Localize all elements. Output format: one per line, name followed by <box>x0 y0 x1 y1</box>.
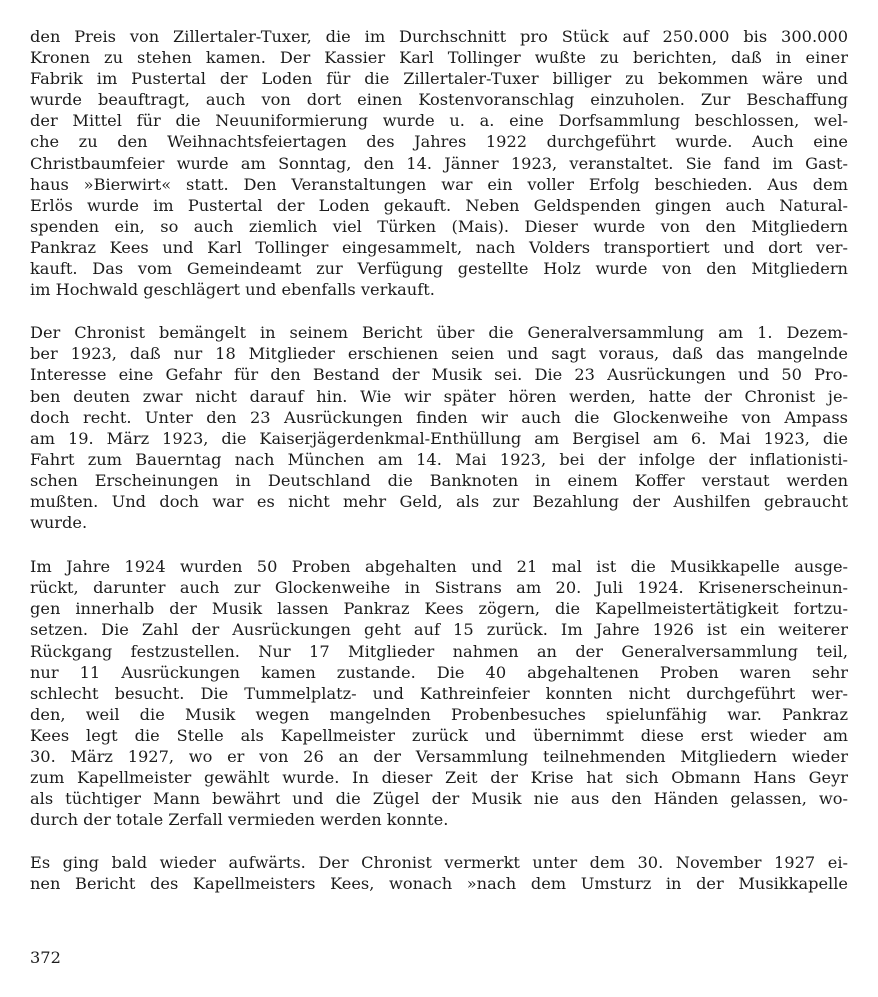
text-line: den Preis von Zillertaler-Tuxer, die im Durchschnitt pro Stück auf 250.000 bis 300.000 <box>30 27 848 46</box>
text-line: der Mittel für die Neuuniformierung wurde u. a. eine Dorfsammlung beschlossen, wel- <box>30 111 848 131</box>
text-line: Es ging bald wieder aufwärts. Der Chronist vermerkt unter dem 30. November 1927 ei- <box>30 853 848 873</box>
text-line: setzen. Die Zahl der Ausrückungen geht auf 15 zurück. Im Jahre 1926 ist ein weiterer <box>30 620 848 640</box>
text-line: 30. März 1927, wo er von 26 an der Versammlung teilnehmenden Mitgliedern wieder <box>30 747 848 766</box>
page-body <box>30 26 848 895</box>
paragraph-4 <box>30 852 848 894</box>
text-line: Pankraz Kees und Karl Tollinger eingesammelt, nach Volders transportiert und dort ver- <box>30 237 848 257</box>
page-number: 372 <box>30 948 61 967</box>
text-line: Im Jahre 1924 wurden 50 Proben abgehalten und 21 mal ist die Musikkapelle ausge- <box>30 557 848 577</box>
text-line: Interesse eine Gefahr für den Bestand der Musik sei. Die 23 Ausrückungen und 50 Pro- <box>30 365 848 385</box>
text-line: doch recht. Unter den 23 Ausrückungen finden wir auch die Glockenweihe von Ampass <box>30 407 848 427</box>
text-line: che zu den Weihnachtsfeiertagen des Jahres 1922 durchgeführt wurde. Auch eine <box>30 132 848 152</box>
text-line: mußten. Und doch war es nicht mehr Geld, als zur Bezahlung der Aushilfen gebraucht <box>30 491 848 511</box>
text-line: Fahrt zum Bauerntag nach München am 14. Mai 1923, bei der infolge der inflationisti- <box>30 449 848 469</box>
text-line: nur 11 Ausrückungen kamen zustande. Die 40 abgehaltenen Proben waren sehr <box>30 662 848 682</box>
text-line: als tüchtiger Mann bewährt und die Zügel der Musik nie aus den Händen gelassen, wo- <box>30 789 848 809</box>
text-line: den, weil die Musik wegen mangelnden Probenbesuches spielunfähig war. Pankraz <box>30 704 848 724</box>
text-line: kauft. Das vom Gemeindeamt zur Verfügung gestellte Holz wurde von den Mitgliedern <box>30 259 848 279</box>
text-line: Kronen zu stehen kamen. Der Kassier Karl Tollinger wußte zu berichten, daß in einer <box>30 48 848 68</box>
text-line: ben deuten zwar nicht darauf hin. Wie wir später hören werden, hatte der Chronist je- <box>30 386 848 406</box>
text-line: Christbaumfeier wurde am Sonntag, den 14. Jänner 1923, veranstaltet. Sie fand im Gast- <box>30 153 848 173</box>
text-line: Rückgang festzustellen. Nur 17 Mitglieder nahmen an der Generalversammlung teil, <box>30 641 848 661</box>
paragraph-2 <box>30 322 848 533</box>
text-line: spenden ein, so auch ziemlich viel Türken (Mais). Dieser wurde von den Mitgliedern <box>30 216 848 236</box>
text-line: zum Kapellmeister gewählt wurde. In dieser Zeit der Krise hat sich Obmann Hans Geyr <box>30 768 848 788</box>
paragraph-3 <box>30 556 848 830</box>
text-line: ber 1923, daß nur 18 Mitglieder erschienen seien und sagt voraus, daß das mangelnde <box>30 344 848 364</box>
text-line: nen Bericht des Kapellmeisters Kees, wonach »nach dem Umsturz in der Musikkapelle <box>30 874 848 894</box>
text-line: Der Chronist bemängelt in seinem Bericht über die Generalversammlung am 1. Dezem- <box>30 323 848 343</box>
paragraph-1 <box>30 26 848 300</box>
text-line: wurde beauftragt, auch von dort einen Kostenvoranschlag einzuholen. Zur Beschaffung <box>30 90 848 110</box>
text-line: schlecht besucht. Die Tummelplatz- und Kathreinfeier konnten nicht durchgeführt wer- <box>30 683 848 703</box>
text-line: Kees legt die Stelle als Kapellmeister zurück und übernimmt diese erst wieder am <box>30 725 848 745</box>
text-line: durch der totale Zerfall vermieden werden konnte. <box>30 810 449 830</box>
text-line: am 19. März 1923, die Kaiserjägerdenkmal-Enthüllung am Bergisel am 6. Mai 1923, die <box>30 428 848 448</box>
text-line: Fabrik im Pustertal der Loden für die Zillertaler-Tuxer billiger zu bekommen wäre und <box>30 69 848 89</box>
text-line: gen innerhalb der Musik lassen Pankraz Kees zögern, die Kapellmeistertätigkeit fortzu- <box>30 599 848 619</box>
text-line: schen Erscheinungen in Deutschland die Banknoten in einem Koffer verstaut werden <box>30 470 848 490</box>
text-line: rückt, darunter auch zur Glockenweihe in Sistrans am 20. Juli 1924. Krisenerscheinun- <box>30 578 848 598</box>
text-line: im Hochwald geschlägert und ebenfalls verkauft. <box>30 280 435 300</box>
text-line: wurde. <box>30 513 88 533</box>
text-line: Erlös wurde im Pustertal der Loden gekauft. Neben Geldspenden gingen auch Natural- <box>30 195 848 215</box>
text-line: haus »Bierwirt« statt. Den Veranstaltungen war ein voller Erfolg beschieden. Aus dem <box>30 174 848 194</box>
